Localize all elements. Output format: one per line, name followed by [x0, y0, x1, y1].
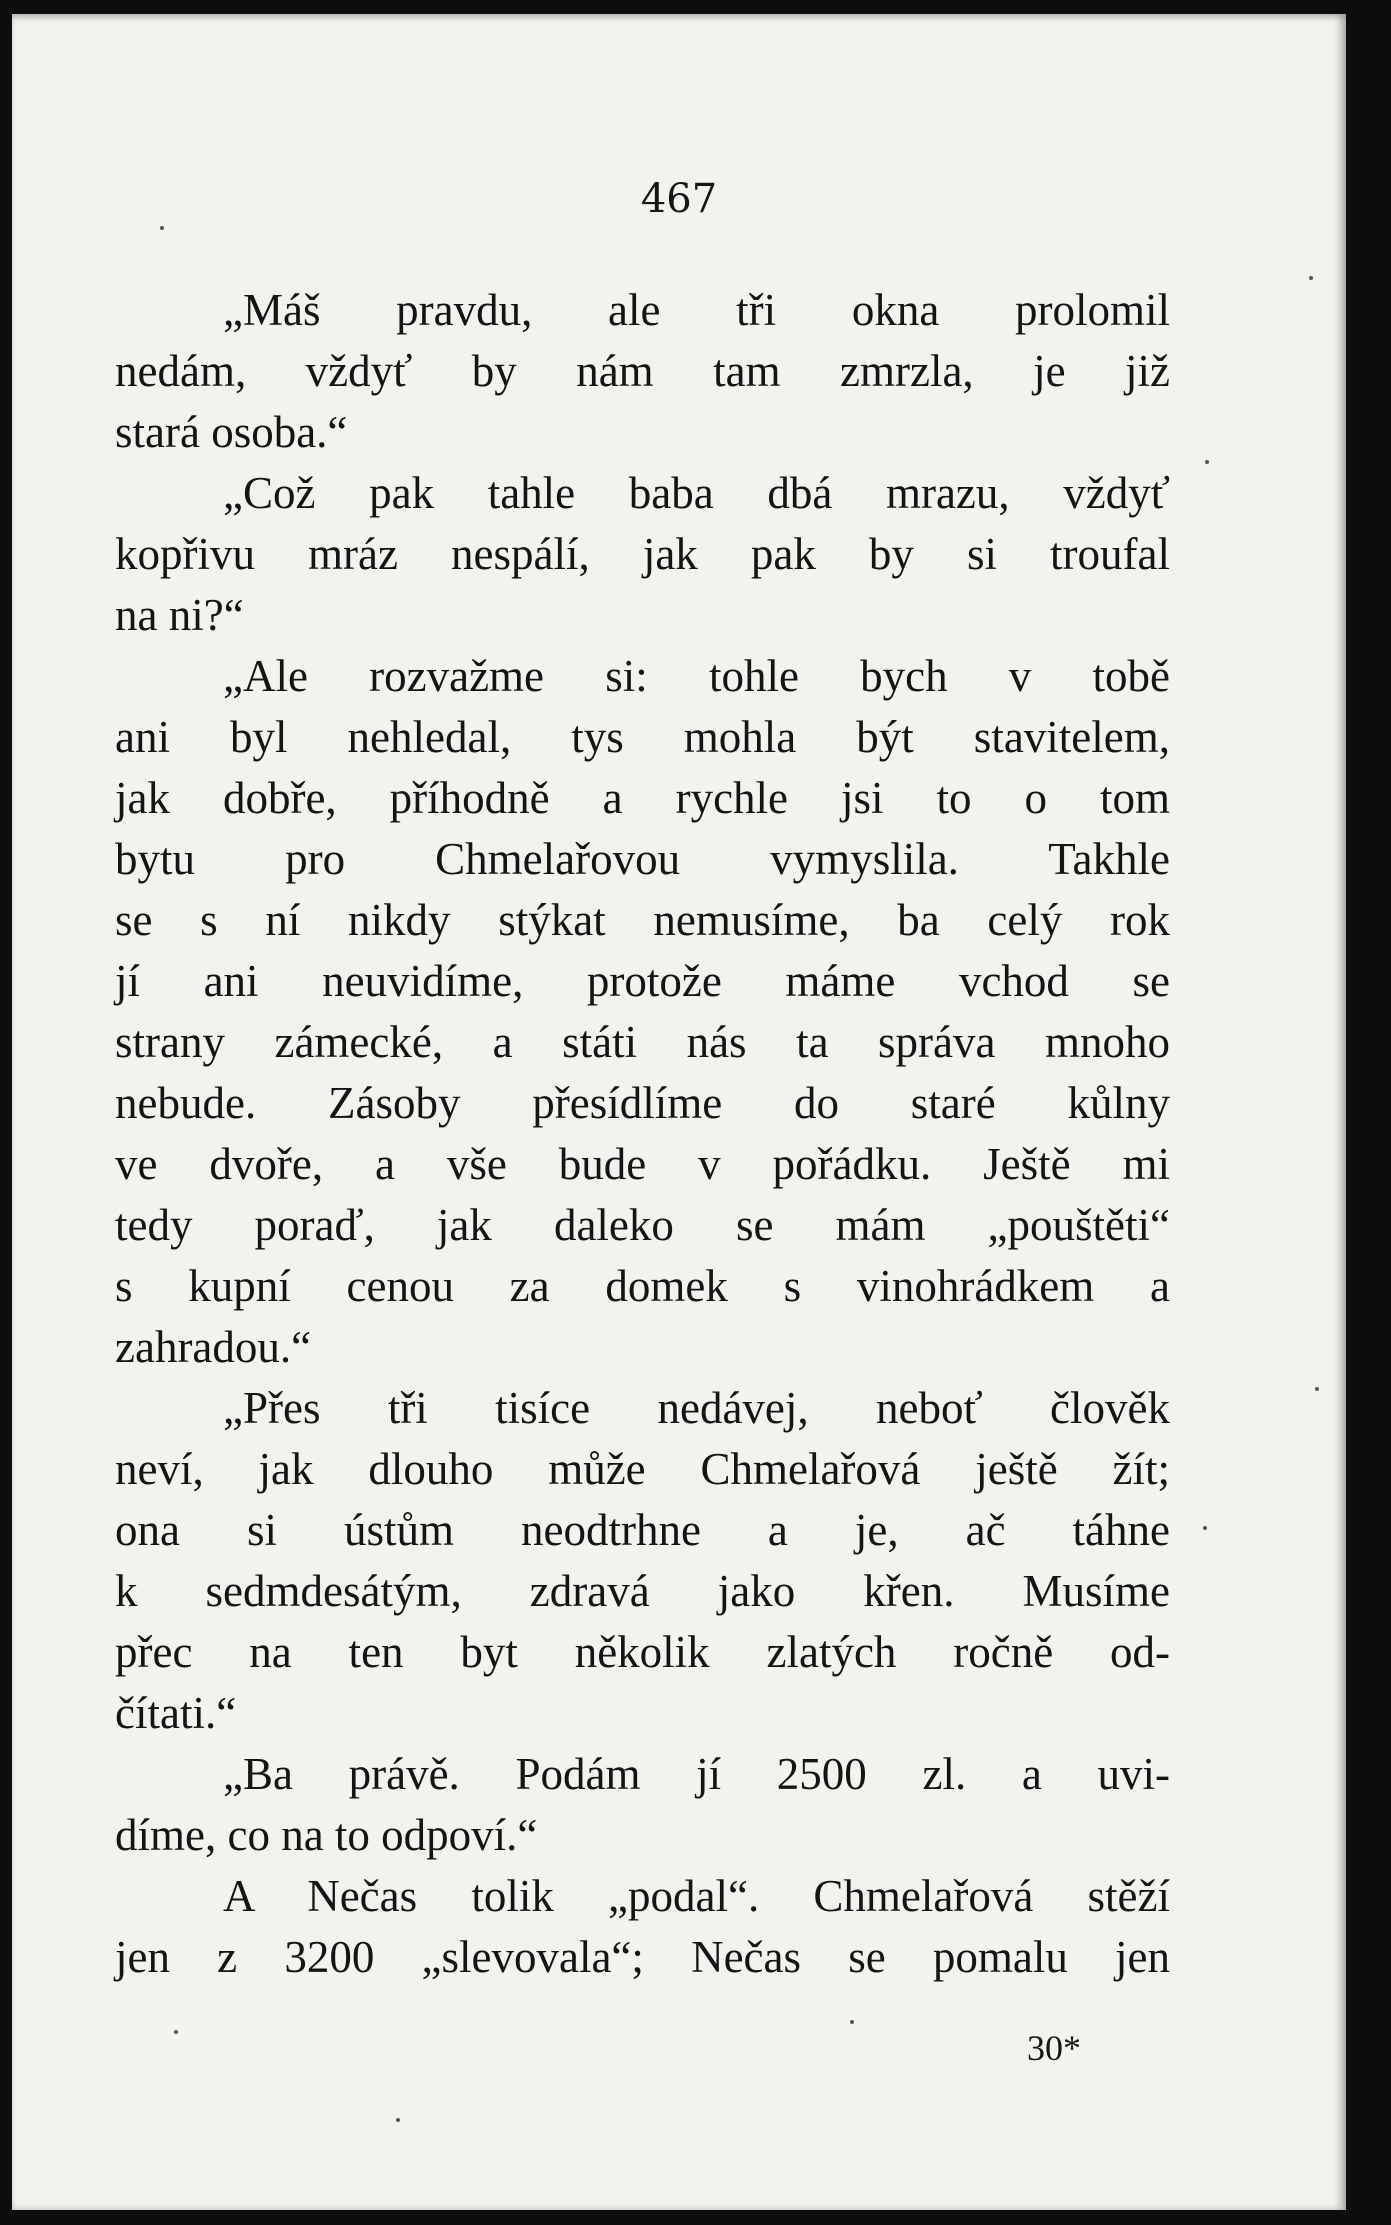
paper-speck — [1309, 276, 1313, 280]
text-line: nebude. Zásoby přesídlíme do staré kůlny — [115, 1078, 1170, 1128]
text-line: „Ale rozvažme si: tohle bych v tobě — [223, 651, 1170, 701]
paper-speck — [160, 226, 164, 230]
text-line: ona si ústům neodtrhne a je, ač táhne — [115, 1505, 1170, 1555]
text-line: ani byl nehledal, tys mohla být stavitelem, — [115, 712, 1170, 762]
text-line: se s ní nikdy stýkat nemusíme, ba celý rok — [115, 895, 1170, 945]
text-line: s kupní cenou za domek s vinohrádkem a — [115, 1261, 1170, 1311]
text-line: neví, jak dlouho může Chmelařová ještě žít; — [115, 1444, 1170, 1494]
text-line: stará osoba.“ — [115, 407, 348, 457]
text-line: jen z 3200 „slevovala“; Nečas se pomalu jen — [115, 1932, 1170, 1982]
page-number: 467 — [640, 176, 718, 222]
paper-speck — [174, 2030, 178, 2034]
text-line: čítati.“ — [115, 1688, 237, 1738]
text-line: jí ani neuvidíme, protože máme vchod se — [115, 956, 1170, 1006]
paper-speck — [396, 2118, 400, 2122]
text-line: tedy poraď, jak daleko se mám „pouštěti“ — [115, 1200, 1170, 1250]
text-line: k sedmdesátým, zdravá jako křen. Musíme — [115, 1566, 1170, 1616]
text-line: jak dobře, příhodně a rychle jsi to o tom — [115, 773, 1170, 823]
text-line: strany zámecké, a státi nás ta správa mnoho — [115, 1017, 1170, 1067]
text-line: zahradou.“ — [115, 1322, 312, 1372]
signature-mark: 30* — [1027, 2028, 1081, 2068]
text-line: nedám, vždyť by nám tam zmrzla, je již — [115, 346, 1170, 396]
text-line: kopřivu mráz nespálí, jak pak by si troufal — [115, 529, 1170, 579]
book-page — [12, 14, 1346, 2210]
text-line: „Což pak tahle baba dbá mrazu, vždyť — [223, 468, 1170, 518]
paper-speck — [1203, 1526, 1207, 1530]
text-line: A Nečas tolik „podal“. Chmelařová stěží — [223, 1871, 1170, 1921]
paper-speck — [1205, 460, 1209, 464]
text-line: na ni?“ — [115, 590, 244, 640]
text-line: přec na ten byt několik zlatých ročně od- — [115, 1627, 1170, 1677]
text-line: „Přes tři tisíce nedávej, neboť člověk — [223, 1383, 1170, 1433]
text-line: bytu pro Chmelařovou vymyslila. Takhle — [115, 834, 1170, 884]
paper-speck — [850, 2020, 854, 2024]
body-text — [115, 280, 1170, 1988]
text-line: ve dvoře, a vše bude v pořádku. Ještě mi — [115, 1139, 1170, 1189]
text-line: díme, co na to odpoví.“ — [115, 1810, 538, 1860]
text-line: „Máš pravdu, ale tři okna prolomil — [223, 285, 1170, 335]
paper-speck — [1315, 1387, 1319, 1391]
text-line: „Ba právě. Podám jí 2500 zl. a uvi- — [223, 1749, 1170, 1799]
